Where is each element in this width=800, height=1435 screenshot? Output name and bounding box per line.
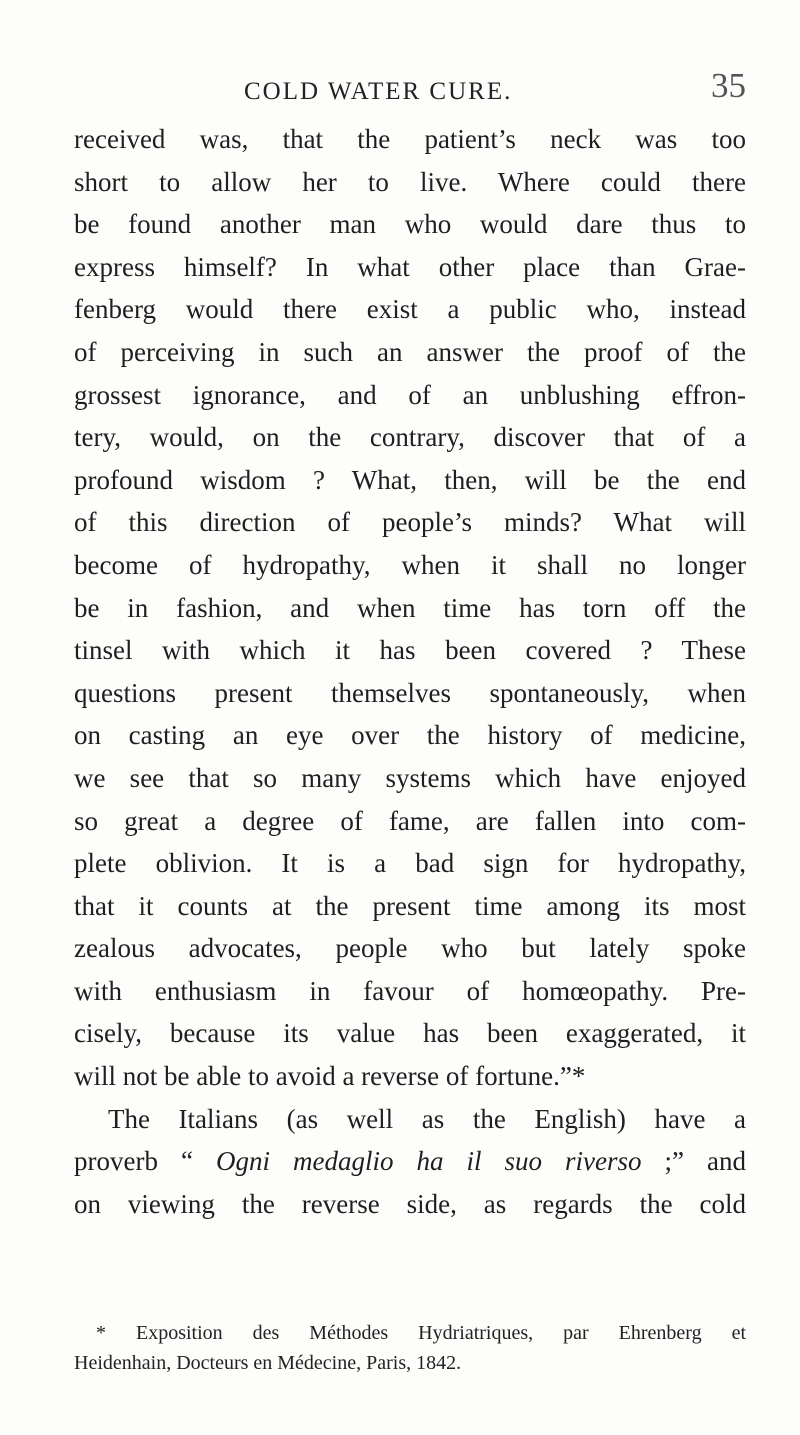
text-line: The Italians (as well as the English) have a (108, 1103, 746, 1134)
text-segment: proverb “ (74, 1146, 216, 1177)
text-line: of perceiving in such an answer the proof of the (74, 336, 746, 367)
running-head (0, 66, 800, 112)
text-line: on viewing the reverse side, as regards the cold (74, 1188, 746, 1219)
footnote-line: Heidenhain, Docteurs en Médecine, Paris, 1842. (74, 1352, 462, 1374)
text-line: will not be able to avoid a reverse of fortune.”* (74, 1061, 586, 1092)
text-line: be in fashion, and when time has torn off the (74, 592, 746, 623)
running-title: COLD WATER CURE. (244, 78, 513, 105)
text-line: on casting an eye over the history of medicine, (74, 720, 746, 751)
text-line: profound wisdom ? What, then, will be the end (74, 464, 746, 495)
text-line: of this direction of people’s minds? What will (74, 507, 746, 538)
text-line: tinsel with which it has been covered ? These (74, 635, 746, 666)
text-line: tery, would, on the contrary, discover that of a (74, 422, 746, 453)
text-line: grossest ignorance, and of an unblushing effron- (74, 379, 746, 410)
text-line: we see that so many systems which have enjoyed (74, 762, 746, 793)
footnote-line: * Exposition des Méthodes Hydriatriques, par Ehrenberg et (96, 1322, 746, 1344)
text-line: that it counts at the present time among its most (74, 890, 746, 921)
footnote (74, 1318, 746, 1378)
text-line: so great a degree of fame, are fallen into com- (74, 805, 746, 836)
page-number: 35 (711, 66, 746, 105)
text-segment: ;” and (641, 1146, 746, 1177)
body-text (74, 118, 746, 1225)
text-line: express himself? In what other place than Grae- (74, 251, 746, 282)
text-line-with-italic (74, 1140, 746, 1183)
text-line: plete oblivion. It is a bad sign for hydropathy, (74, 848, 746, 879)
text-line: cisely, because its value has been exaggerated, it (74, 1018, 746, 1049)
text-line: questions present themselves spontaneously, when (74, 677, 746, 708)
text-line: fenberg would there exist a public who, instead (74, 294, 746, 325)
text-line: short to allow her to live. Where could there (74, 166, 746, 197)
text-line: become of hydropathy, when it shall no longer (74, 549, 746, 580)
text-line: received was, that the patient’s neck was too (74, 124, 746, 154)
text-line: with enthusiasm in favour of homœopathy. Pre- (74, 975, 746, 1006)
text-line: zealous advocates, people who but lately spoke (74, 933, 746, 964)
text-line: be found another man who would dare thus to (74, 209, 746, 240)
italic-proverb: Ogni medaglio ha il suo riverso (215, 1146, 642, 1177)
